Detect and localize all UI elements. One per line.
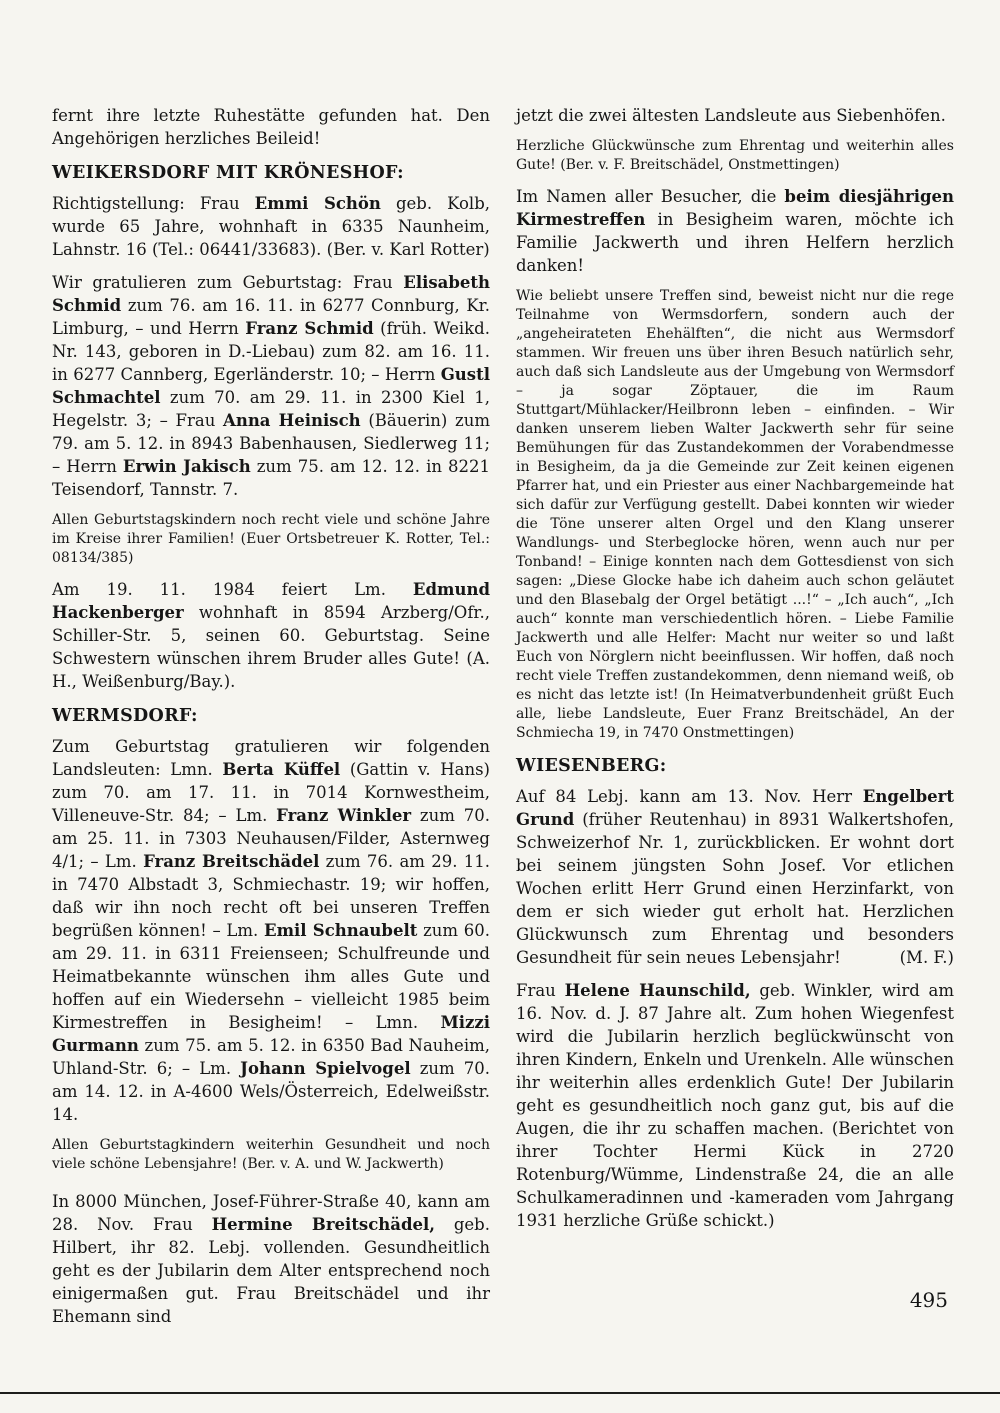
section-heading-weikersdorf: WEIKERSDORF MIT KRÖNESHOF:	[52, 163, 404, 183]
body-paragraph: Richtigstellung: Frau Emmi Schön geb. Kolb, wurde 65 Jahre, wohnhaft in 6335 Naunheim, Lahnstr. 16 (Tel.: 06441/33683). (Ber. v. Karl Rotter)	[52, 194, 490, 259]
body-paragraph: Wir gratulieren zum Geburtstag: Frau Elisabeth Schmid zum 76. am 16. 11. in 6277 Connburg, Kr. Limburg, – und Herrn Franz Schmid (früh. Weikd. Nr. 143, geboren in D.-Liebau) zum 82. am 16. 11. in 6277 Cannberg, Egerländerstr. 10; – Herrn Gustl Schmachtel zum 70. am 29. 11. in 2300 Kiel 1, Hegelstr. 3; – Frau Anna Heinisch (Bäuerin) zum 79. am 5. 12. in 8943 Babenhausen, Siedlerweg 11; – Herrn Erwin Jakisch zum 75. am 12. 12. in 8221 Teisendorf, Tannstr. 7.	[52, 273, 491, 499]
body-paragraph: Frau Helene Haunschild, geb. Winkler, wird am 16. Nov. d. J. 87 Jahre alt. Zum hohen Wiegenfest wird die Jubilarin herzlich beglückwünscht von ihren Kindern, Enkeln und Urenkeln. Alle wünschen ihr weiterhin alles erdenklich Gute! Der Jubilarin geht es gesundheitlich noch ganz gut, bis auf die Augen, die ihr zu schaffen machen. (Berichtet von ihrer Tochter Hermi Kück in 2720 Rotenburg/Wümme, Lindenstraße 24, die an alle Schulkameradinnen und -kameraden vom Jahrgang 1931 herzliche Grüße schickt.)	[516, 981, 955, 1230]
right-column	[516, 104, 954, 1338]
fine-print-note: Herzliche Glückwünsche zum Ehrentag und weiterhin alles Gute! (Ber. v. F. Breitschädel, Onstmettingen)	[516, 138, 954, 173]
body-paragraph: Am 19. 11. 1984 feiert Lm. Edmund Hackenberger wohnhaft in 8594 Arzberg/Ofr., Schiller-Str. 5, seinen 60. Geburtstag. Seine Schwestern wünschen ihrem Bruder alles Gute! (A. H., Weißenburg/Bay.).	[52, 580, 490, 691]
body-paragraph: Zum Geburtstag gratulieren wir folgenden Landsleuten: Lmn. Berta Küffel (Gattin v. Hans) zum 70. am 17. 11. in 7014 Kornwestheim, Villeneuve-Str. 84; – Lm. Franz Winkler zum 70. am 25. 11. in 7303 Neuhausen/Filder, Asternweg 4/1; – Lm. Franz Breitschädel zum 76. am 29. 11. in 7470 Albstadt 3, Schmiechastr. 19; wir hoffen, daß wir ihn noch recht oft bei unseren Treffen begrüßen können! – Lm. Emil Schnaubelt zum 60. am 29. 11. in 6311 Freienseen; Schulfreunde und Heimatbekannte wünschen ihm alles Gute und hoffen auf ein Wiedersehn – vielleicht 1985 beim Kirmestreffen in Besigheim! – Lmn. Mizzi Gurmann zum 75. am 5. 12. in 6350 Bad Nauheim, Uhland-Str. 6; – Lm. Johann Spielvogel zum 70. am 14. 12. in A-4600 Wels/Österreich, Edelweißstr. 14.	[52, 737, 490, 1124]
page-bottom-rule	[0, 1392, 1000, 1394]
section-heading-wiesenberg: WIESENBERG:	[516, 756, 667, 776]
section-heading-wermsdorf: WERMSDORF:	[52, 706, 198, 726]
left-column	[52, 104, 490, 1338]
page-number: 495	[909, 1288, 948, 1312]
body-paragraph: Auf 84 Lebj. kann am 13. Nov. Herr Engelbert Grund (früher Reutenhau) in 8931 Walkertshofen, Schweizerhof Nr. 1, zurückblicken. Er wohnt dort bei seinem jüngsten Sohn Josef. Vor etlichen Wochen erlitt Herr Grund einen Herzinfarkt, von dem er sich wieder gut erholt hat. Herzlichen Glückwunsch zum Ehrentag und besonders Gesundheit für sein neues Lebensjahr! (M. F.)	[516, 787, 954, 967]
fine-print-note: Allen Geburtstagskindern noch recht viele und schöne Jahre im Kreise ihrer Familien! (Euer Ortsbetreuer K. Rotter, Tel.: 08134/385)	[52, 512, 490, 566]
body-paragraph: Im Namen aller Besucher, die beim diesjährigen Kirmestreffen in Besigheim waren, möchte ich Familie Jackwerth und ihren Helfern herzlich danken!	[516, 187, 954, 275]
body-paragraph-continuation: jetzt die zwei ältesten Landsleute aus Siebenhöfen.	[516, 106, 946, 125]
body-paragraph-continuation: fernt ihre letzte Ruhestätte gefunden hat. Den Angehörigen herzliches Beileid!	[52, 106, 490, 148]
body-paragraph: In 8000 München, Josef-Führer-Straße 40, kann am 28. Nov. Frau Hermine Breitschädel, geb. Hilbert, ihr 82. Lebj. vollenden. Gesundheitlich geht es der Jubilarin dem Alter entsprechend noch einigermaßen gut. Frau Breitschädel und ihr Ehemann sind	[52, 1192, 490, 1326]
fine-print-note: Wie beliebt unsere Treffen sind, beweist nicht nur die rege Teilnahme von Wermsdorfern, sondern auch der „angeheirateten Ehehälften“, die nicht aus Wermsdorf stammen. Wir freuen uns über ihren Besuch natürlich sehr, auch daß sich Landsleute aus der Umgebung von Wermsdorf – ja sogar Zöptauer, die im Raum Stuttgart/Mühlacker/Heilbronn leben – einfinden. – Wir danken unserem lieben Walter Jackwerth sehr für seine Bemühungen für das Zustandekommen der Vorabendmesse in Besigheim, da ja die Gemeinde zur Zeit keinen eigenen Pfarrer hat, und ein Priester aus einer Nachbargemeinde hat sich dafür zur Verfügung gestellt. Dabei konnten wir wieder die Töne unserer alten Orgel und den Klang unserer Wandlungs- und Sterbeglocke hören, wenn auch nur per Tonband! – Einige konnten nach dem Gottesdienst von sich sagen: „Diese Glocke habe ich daheim auch schon geläutet und den Blasebalg der Orgel betätigt ...!“ – „Ich auch“, „Ich auch“ konnte man verschiedentlich hören. – Liebe Familie Jackwerth und alle Helfer: Macht nur weiter so und laßt Euch von Nörglern nicht beeinflussen. Wir hoffen, daß noch recht viele Treffen zustandekommen, denn niemand weiß, ob es nicht das letzte ist! (In Heimatverbundenheit grüßt Euch alle, liebe Landsleute, Euer Franz Breitschädel, An der Schmiecha 19, in 7470 Onstmettingen)	[516, 288, 954, 741]
two-column-layout	[52, 104, 954, 1338]
fine-print-note: Allen Geburtstagkindern weiterhin Gesundheit und noch viele schöne Lebensjahre! (Ber. v. A. und W. Jackwerth)	[52, 1137, 490, 1172]
